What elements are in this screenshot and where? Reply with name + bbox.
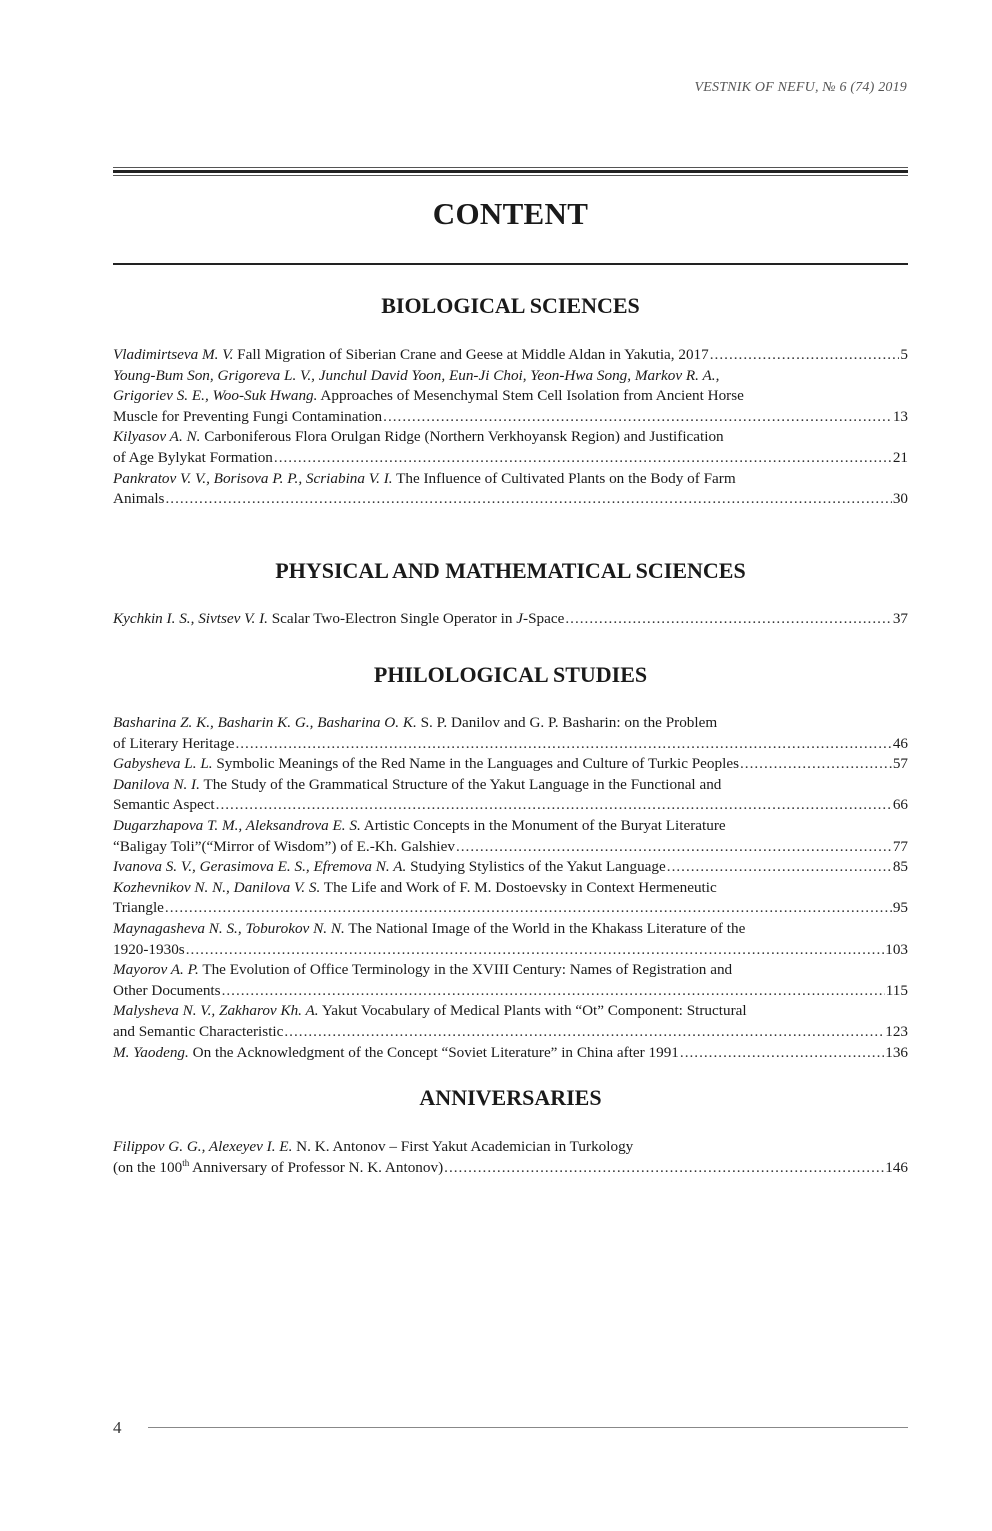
leader-dots [165, 489, 891, 510]
leader-dots [667, 857, 892, 878]
page-number: 136 [885, 1043, 908, 1061]
leader-dots [165, 898, 892, 919]
title-rule [113, 263, 908, 265]
toc-entry[interactable]: Mayorov A. P. The Evolution of Office Terminology in the XVIII Century: Names of Registration and Other Documents ..... 115 [113, 960, 908, 1001]
page-number: 146 [885, 1158, 908, 1176]
toc-entry[interactable]: Filippov G. G., Alexeyev I. E. N. K. Antonov – First Yakut Academician in Turkology (on the 100th Anniversary of Professor N. K. Antonov) ..... 146 [113, 1137, 908, 1178]
folio-page-number: 4 [113, 1418, 122, 1437]
section-entries-physical-math [113, 609, 908, 630]
leader-dots [186, 940, 885, 961]
section-entries-philological [113, 713, 908, 1063]
toc-entry[interactable]: Gabysheva L. L. Symbolic Meanings of the Red Name in the Languages and Culture of Turkic Peoples ..... 57 [113, 754, 908, 775]
toc-entry[interactable]: Maynagasheva N. S., Toburokov N. N. The National Image of the World in the Khakass Literature of the 1920-1930s ..... 103 [113, 919, 908, 960]
footer-rule [148, 1427, 908, 1428]
section-heading-anniversaries: ANNIVERSARIES [419, 1085, 602, 1110]
page-number: 57 [892, 755, 908, 773]
leader-dots [710, 345, 900, 366]
page-number: 5 [900, 346, 908, 363]
section-entries-anniversaries [113, 1137, 908, 1178]
leader-dots [444, 1158, 884, 1179]
page-number: 30 [892, 490, 908, 508]
leader-dots [216, 795, 892, 816]
toc-entry[interactable]: Danilova N. I. The Study of the Grammatical Structure of the Yakut Language in the Functional and Semantic Aspect ..... 66 [113, 775, 908, 816]
toc-entry[interactable]: Kychkin I. S., Sivtsev V. I. Scalar Two-Electron Single Operator in J-Space ..... 37 [113, 609, 908, 630]
page-number: 123 [885, 1022, 908, 1040]
toc-entry[interactable]: Young-Bum Son, Grigoreva L. V., Junchul David Yoon, Eun-Ji Choi, Yeon-Hwa Song, Markov R. A., Grigoriev S. E., Woo-Suk Hwang. Approaches of Mesenchymal Stem Cell Isolation from Ancient Horse Muscle for Preventing Fungi Contamination ..... 13 [113, 366, 908, 428]
leader-dots [383, 407, 892, 428]
toc-entry[interactable]: Malysheva N. V., Zakharov Kh. A. Yakut Vocabulary of Medical Plants with “Ot” Component: Structural and Semantic Characteristic ..... 123 [113, 1001, 908, 1042]
page-number: 66 [892, 796, 908, 814]
leader-dots [235, 734, 891, 755]
page-number: 13 [892, 407, 908, 425]
leader-dots [740, 754, 892, 775]
toc-entry[interactable]: Kilyasov A. N. Carboniferous Flora Orulgan Ridge (Northern Verkhoyansk Region) and Justification of Age Bylykat Formation ..... 21 [113, 427, 908, 468]
page-number: 103 [885, 940, 908, 958]
page-number: 46 [892, 734, 908, 752]
page-number: 37 [892, 610, 908, 627]
section-heading-biological: BIOLOGICAL SCIENCES [381, 293, 640, 318]
leader-dots [222, 981, 885, 1002]
page-number: 77 [892, 837, 908, 855]
toc-entry[interactable]: Pankratov V. V., Borisova P. P., Scriabina V. I. The Influence of Cultivated Plants on the Body of Farm Animals ..... 30 [113, 469, 908, 510]
page-number: 21 [892, 448, 908, 466]
toc-entry[interactable]: M. Yaodeng. On the Acknowledgment of the Concept “Soviet Literature” in China after 1991 ..... 136 [113, 1043, 908, 1064]
page-number: 115 [885, 981, 908, 999]
toc-entry[interactable]: Ivanova S. V., Gerasimova E. S., Efremova N. A. Studying Stylistics of the Yakut Language ..... 85 [113, 857, 908, 878]
leader-dots [680, 1043, 884, 1064]
top-rule [113, 167, 908, 176]
section-entries-biological [113, 345, 908, 510]
toc-entry[interactable]: Kozhevnikov N. N., Danilova V. S. The Life and Work of F. M. Dostoevsky in Context Hermeneutic Triangle ..... 95 [113, 878, 908, 919]
leader-dots [274, 448, 892, 469]
leader-dots [565, 609, 891, 630]
toc-entry[interactable]: Vladimirtseva M. V. Fall Migration of Siberian Crane and Geese at Middle Aldan in Yakutia, 2017 ..... 5 [113, 345, 908, 366]
section-heading-physical-math: PHYSICAL AND MATHEMATICAL SCIENCES [275, 558, 746, 583]
leader-dots [456, 837, 892, 858]
page-title: CONTENT [432, 196, 589, 231]
section-heading-philological: PHILOLOGICAL STUDIES [373, 662, 648, 687]
leader-dots [284, 1022, 884, 1043]
toc-entry[interactable]: Basharina Z. K., Basharin K. G., Basharina O. K. S. P. Danilov and G. P. Basharin: on the Problem of Literary Heritage ..... 46 [113, 713, 908, 754]
page-number: 85 [892, 858, 908, 876]
running-head: VESTNIK OF NEFU, № 6 (74) 2019 [694, 80, 907, 95]
page-number: 95 [892, 899, 908, 917]
toc-entry[interactable]: Dugarzhapova T. M., Aleksandrova E. S. Artistic Concepts in the Monument of the Buryat Literature “Baligay Toli”(“Mirror of Wisdom”) of E.-Kh. Galshiev ..... 77 [113, 816, 908, 857]
